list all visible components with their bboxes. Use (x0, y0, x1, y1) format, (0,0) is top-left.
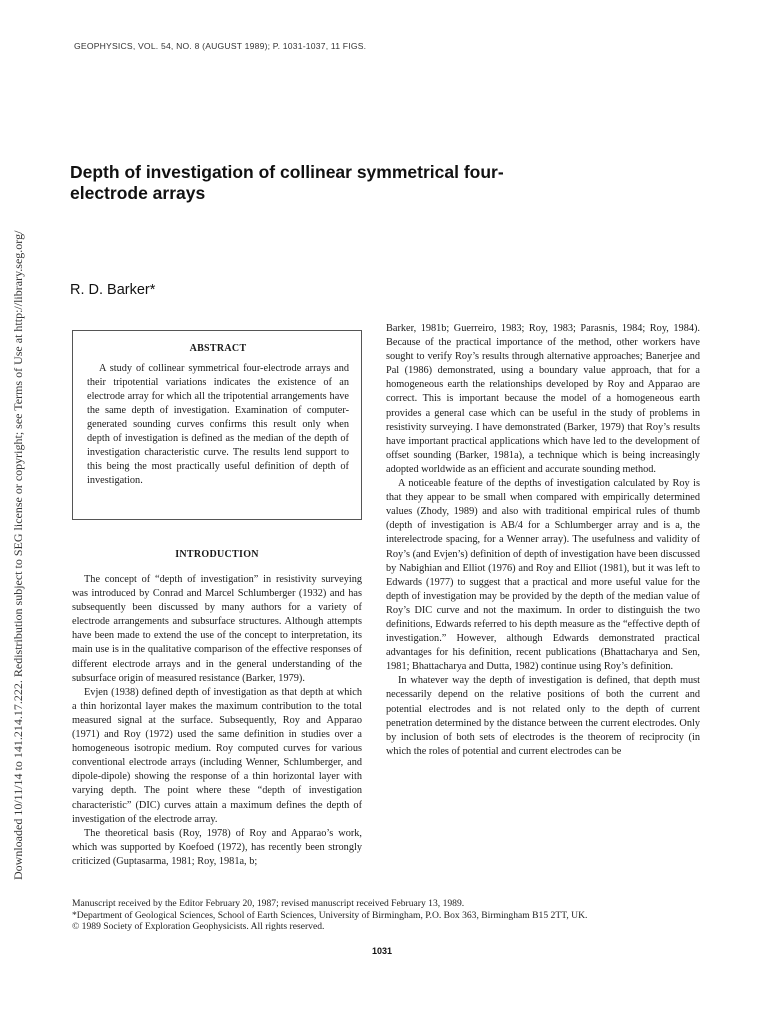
article-title: Depth of investigation of collinear symmetrical four-electrode arrays (70, 162, 504, 203)
running-head: GEOPHYSICS, VOL. 54, NO. 8 (AUGUST 1989); P. 1031-1037, 11 FIGS. (74, 41, 367, 51)
download-side-note: Downloaded 10/11/14 to 141.214.17.222. Redistribution subject to SEG license or copyright; see Terms of Use at http://library.seg.org/ (11, 230, 25, 880)
continued-paragraph: Barker, 1981b; Guerreiro, 1983; Roy, 1983; Parasnis, 1984; Roy, 1984). Because of the practical importance of the method, other workers have sought to verify Roy’s results through alternative approaches; Banerjee and Pal (1986) demonstrated, using a boundary value approach, that for a homogeneous earth the relationships developed by Roy and Apparao are correct. This is important because the model of a homogeneous earth provides a general case which can be useful in the study of problems in resistivity surveying. I have demonstrated (Barker, 1979) that Roy’s results have important practical applications which have led to the development of offset sounding (Barker, 1981a), a technique which is being increasingly adopted worldwide as an efficient and accurate sounding method. (386, 323, 700, 475)
body-paragraph: A noticeable feature of the depths of investigation calculated by Roy is that they appear to be small when compared with empirically determined values (Zhody, 1989) and also with traditional empirical rules of thumb (depth of investigation is AB/4 for a Schlumberger array and is a, the interelectrode spacing, for a Wenner array). The usefulness and validity of Roy’s (and Evjen’s) definition of depth of investigation have been discussed by Nabighian and Elliot (1976) and Roy and Elliot (1981), but it was left to Edwards (1977) to suggest that a practical and more useful value for the depth of investigation may be provided by the depth of the median value of Roy’s DIC curve and not the maximum. In order to distinguish the two definitions, Edwards referred to his depth measure as the “effective depth of investigation.” However, although Edwards demonstrated practical advantages for his definition, recent publications (Bhattacharya and Sen, 1981; Bhattacharya and Dutta, 1982) continue using Roy’s definition. (386, 478, 700, 673)
author-name: R. D. Barker* (70, 282, 156, 298)
introduction-heading: INTRODUCTION (175, 549, 259, 560)
intro-paragraph: The concept of “depth of investigation” in resistivity surveying was introduced by Conrad and Marcel Schlumberger (1932) and has subsequently been discussed by many authors for a variety of electrode arrangements and subsurface structures. Although attempts have been made to extend the use of the concept to interpretation, its main use is in the qualitative comparison of the effective responses of different electrode arrays and in the general understanding of the subsurface origin of measured resistance (Barker, 1979). (72, 574, 362, 684)
intro-paragraph: Evjen (1938) defined depth of investigation as that depth at which a thin horizontal layer makes the maximum contribution to the total measured signal at the surface. Subsequently, Roy and Apparao (1971) and Roy (1972) used the same definition in studies over a homogeneous isotropic medium. Roy computed curves for various conventional electrode arrays (including Wenner, Schlumberger, and dipole-dipole) showing the response of a thin horizontal layer with varying depth. The point where these “depth of investigation characteristic” (DIC) curves attain a maximum defines the depth of investigation of the electrode array. (72, 686, 362, 825)
abstract-text: A study of collinear symmetrical four-electrode arrays and their tripotential variations indicates the existence of an electrode array for which all the tripotential arrangements have the same depth of investigation. Examination of computer-generated sounding curves confirms this result only when depth of investigation is defined as the median of the depth of investigation characteristic curve. The results lend support to this being the most practically useful definition of depth of investigation. (87, 363, 349, 486)
affiliation-note: *Department of Geological Sciences, School of Earth Sciences, University of Birmingham, P.O. Box 363, Birmingham B15 2TT, UK. (72, 909, 588, 921)
footnotes (72, 898, 702, 933)
page-number: 1031 (372, 946, 393, 956)
intro-paragraph: The theoretical basis (Roy, 1978) of Roy and Apparao’s work, which was supported by Koefoed (1972), has recently been strongly criticized (Guptasarma, 1981; Roy, 1981a, b; (72, 827, 362, 867)
manuscript-note: Manuscript received by the Editor February 20, 1987; revised manuscript received February 13, 1989. (72, 898, 465, 909)
body-paragraph: In whatever way the depth of investigation is defined, that depth must necessarily depend on the relative positions of both the current and potential electrodes and is not related only to the depth of current penetration determined by the distance between the current electrodes. Only by inclusion of both sets of electrodes is the theorem of reciprocity (in which the roles of potential and current electrodes can be (386, 675, 700, 757)
abstract-box (72, 330, 362, 520)
left-column (72, 573, 362, 893)
copyright-note: © 1989 Society of Exploration Geophysicists. All rights reserved. (72, 921, 325, 933)
abstract-heading: ABSTRACT (189, 343, 247, 354)
right-column (386, 322, 700, 892)
